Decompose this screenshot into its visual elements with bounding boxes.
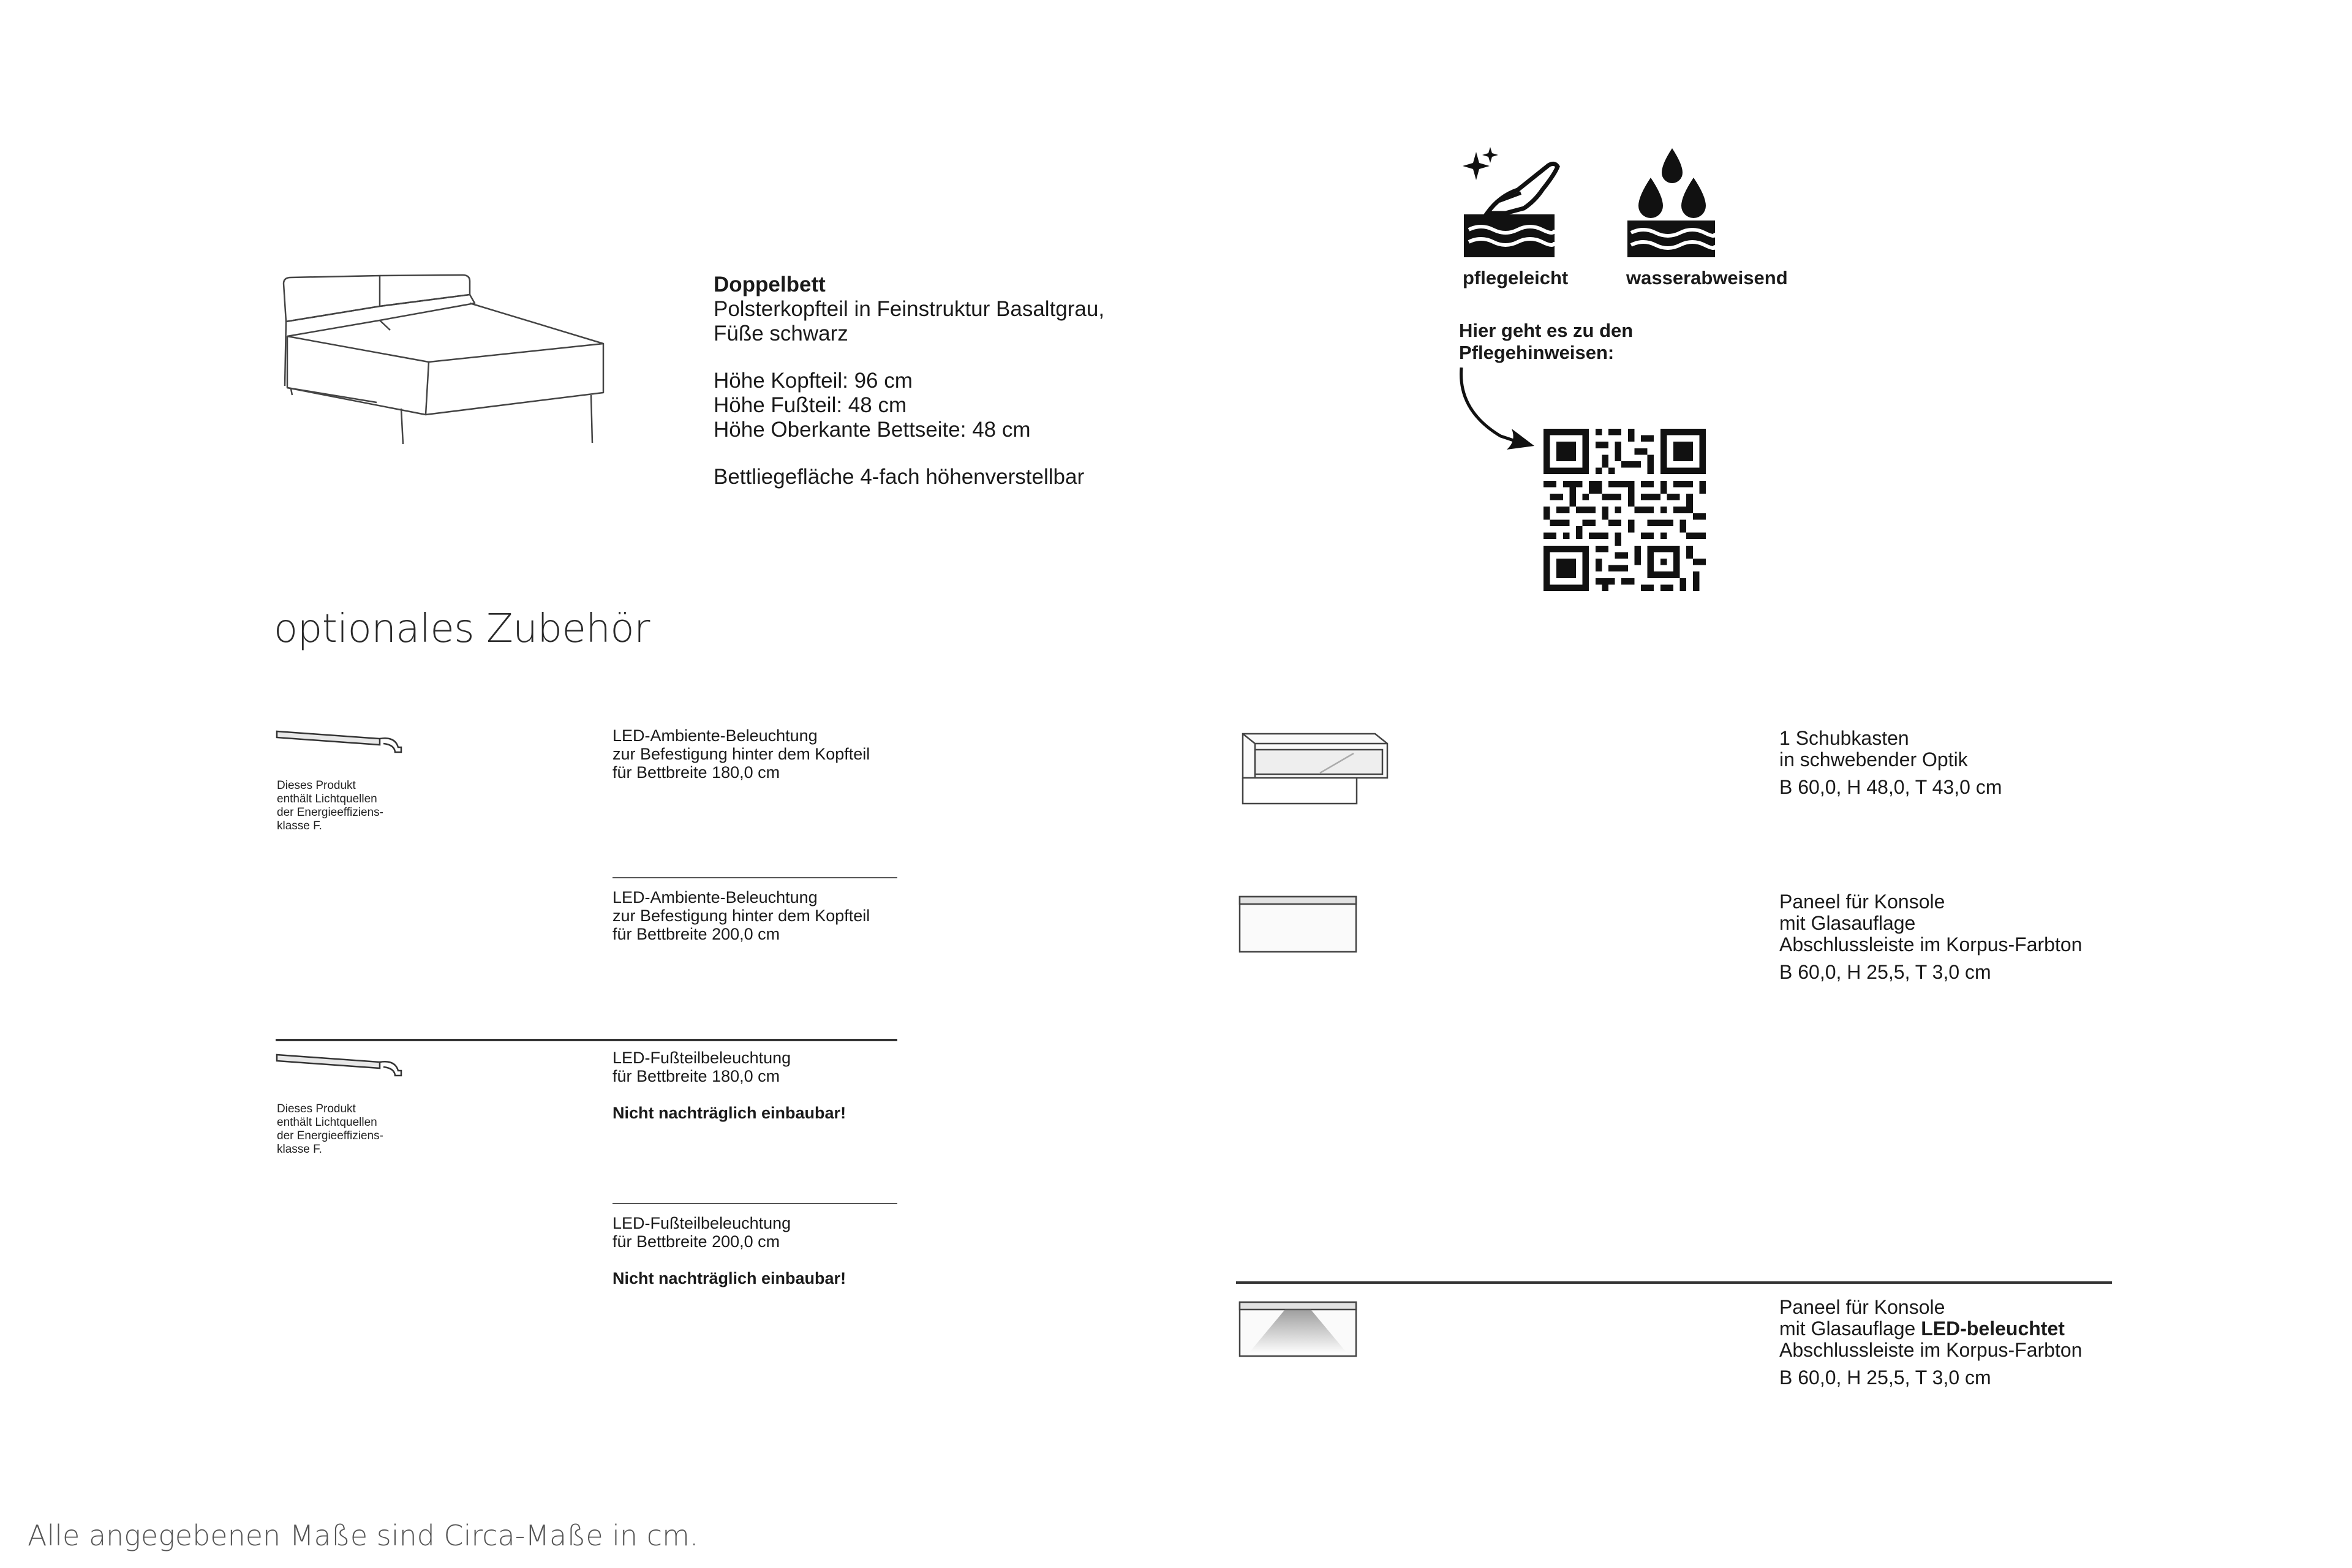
panel-led-icon <box>1237 1300 1360 1361</box>
energy-class-note: Dieses Produkt enthält Lichtquellen der Energieeffiziens- klasse F. <box>277 1102 383 1156</box>
qr-caption-line-2: Pflegehinweisen: <box>1459 342 1615 363</box>
qr-caption-line-1: Hier geht es zu den <box>1459 320 1634 341</box>
bed-line-1: Polsterkopfteil in Feinstruktur Basaltgrau, <box>714 297 1105 321</box>
accessory-led-foot-180: LED-Fußteilbeleuchtung für Bettbreite 180,0 cm Nicht nachträglich einbaubar! <box>612 1049 846 1122</box>
accessory-panel-led: Paneel für Konsole mit Glasauflage LED-beleuchtet Abschlussleiste im Korpus-Farbton B 60,0, H 25,5, T 3,0 cm <box>1779 1296 2082 1389</box>
divider <box>612 1203 897 1204</box>
section-divider <box>1236 1281 2112 1284</box>
bed-height-siderail: Höhe Oberkante Bettseite: 48 cm <box>714 418 1031 442</box>
section-heading: optionales Zubehör <box>274 606 650 652</box>
easy-care-label: pflegeleicht <box>1463 267 1569 288</box>
divider <box>612 877 897 878</box>
led-strip-icon <box>276 1052 410 1086</box>
water-repellent-label: wasserabweisend <box>1626 267 1788 288</box>
bed-line-2: Füße schwarz <box>714 322 848 345</box>
energy-class-note: Dieses Produkt enthält Lichtquellen der Energieeffiziens- klasse F. <box>277 779 383 832</box>
accessory-led-ambient-180: LED-Ambiente-Beleuchtung zur Befestigung hinter dem Kopfteil für Bettbreite 180,0 cm <box>612 726 870 782</box>
accessory-led-foot-200: LED-Fußteilbeleuchtung für Bettbreite 200,0 cm Nicht nachträglich einbaubar! <box>612 1214 846 1287</box>
bed-height-headboard: Höhe Kopfteil: 96 cm <box>714 369 913 393</box>
curved-arrow-icon <box>1458 368 1540 453</box>
bed-description <box>714 273 1265 489</box>
bed-drawing <box>279 273 622 450</box>
bed-adjustable-note: Bettliegefläche 4-fach höhenverstellbar <box>714 465 1085 489</box>
accessory-drawer: 1 Schubkasten in schwebender Optik B 60,0, H 48,0, T 43,0 cm <box>1779 727 2002 798</box>
led-strip-icon <box>276 729 410 763</box>
water-drops-icon <box>1626 147 1718 260</box>
panel-icon <box>1237 894 1360 956</box>
accessory-led-ambient-200: LED-Ambiente-Beleuchtung zur Befestigung hinter dem Kopfteil für Bettbreite 200,0 cm <box>612 888 870 943</box>
qr-code[interactable] <box>1544 429 1706 591</box>
drawer-icon <box>1240 730 1393 810</box>
section-divider <box>276 1039 897 1041</box>
bed-height-footboard: Höhe Fußteil: 48 cm <box>714 393 907 417</box>
bed-title: Doppelbett <box>714 273 826 296</box>
footer-note: Alle angegebenen Maße sind Circa-Maße in cm. <box>28 1519 699 1552</box>
accessory-panel: Paneel für Konsole mit Glasauflage Abschlussleiste im Korpus-Farbton B 60,0, H 25,5, T 3,0 cm <box>1779 891 2082 983</box>
qr-caption <box>1459 320 1704 364</box>
easy-care-icon <box>1463 147 1561 260</box>
